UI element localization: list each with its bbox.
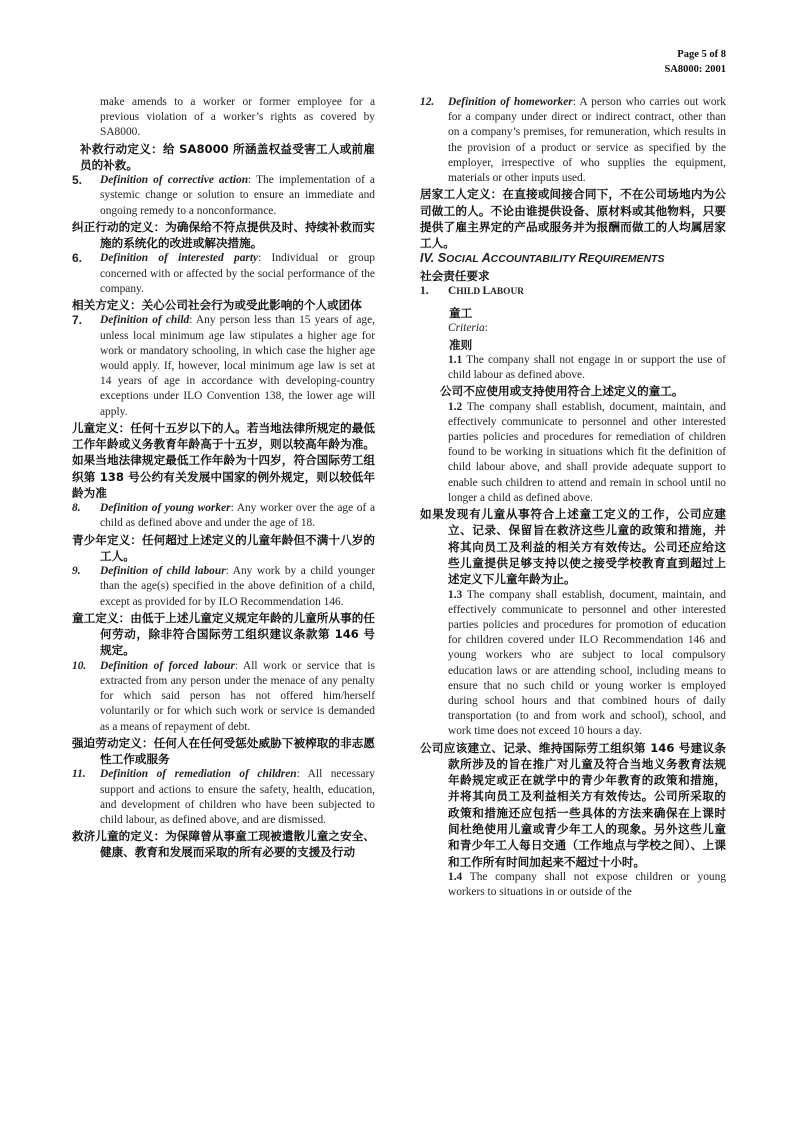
definition-9-text: : Any work by a child younger than the age(s) specified in the above definition of a child, except as provided for by ILO Recommendation 146.	[100, 565, 375, 608]
definition-10	[72, 659, 375, 735]
section-title-S: S	[437, 251, 447, 266]
criteria-label-zh: 准则	[449, 337, 473, 352]
clause-1-3-text: The company shall establish, document, maintain, and effectively communicate to personnel and other interested parties policies and procedures for promotion of education for children covered under ILO Recommendation 146 and young workers who are subject to local compulsory education laws or are attending school, including means to ensure that no such child or young worker is employed during school hours and that combined hours of daily transportation (to and from work and school), school, and work time does not exceed 10 hours a day.	[448, 588, 726, 738]
definition-9-term: Definition of child labour	[100, 565, 226, 578]
child-labour-heading	[420, 284, 726, 300]
definition-12-zh: 居家工人定义：在直接或间接合同下，不在公司场地内为公司做工的人。不论由谁提供设备、原材料或其他物料，只要提供了雇主界定的产品或服务并为报酬而做工的人均属居家工人。	[420, 187, 726, 251]
definition-7-text: : Any person less than 15 years of age, unless local minimum age law stipulates a higher age for work or mandatory schooling, in which case the higher age would apply. If, however, local minimum age law is set at 14 years of age in accordance with developing-country exceptions under ILO Convention 138, the lower age will apply.	[100, 314, 375, 418]
remediation-definition-zh: 补救行动定义：给 SA8000 所涵盖权益受害工人或前雇员的补救。	[80, 141, 375, 172]
definition-11-zh: 救济儿童的定义：为保障曾从事童工现被遣散儿童之安全、健康、教育和发展而采取的所有必要的支援及行动	[72, 829, 375, 860]
section-number: IV.	[420, 251, 435, 266]
section-heading-zh: 社会责任要求	[420, 268, 490, 283]
section-title-ocial: OCIAL	[446, 253, 482, 266]
definition-5-text: : The implementation of a systemic change or solution to ensure an immediate and ongoing remedy to a nonconformance.	[100, 174, 375, 217]
left-column	[72, 95, 375, 861]
definition-11-text: : All necessary support and actions to ensure the safety, health, education, and development of children who have been subjected to child labour, as defined above, and are dismissed.	[100, 768, 376, 826]
clause-1-3	[420, 588, 726, 740]
right-column	[420, 95, 726, 900]
clause-1-1-zh: 公司不应使用或支持使用符合上述定义的童工。	[440, 384, 684, 399]
page-header	[664, 47, 726, 77]
definition-12-term: Definition of homeworker	[448, 96, 573, 108]
definition-6-zh: 相关方定义：关心公司社会行为或受此影响的个人或团体	[72, 298, 362, 313]
remediation-text-continued: make amends to a worker or former employee for a previous violation of a worker’s rights as covered by SA8000.	[100, 96, 375, 139]
definition-11-number: 11.	[72, 768, 86, 781]
clause-1-1-text: The company shall not engage in or support the use of child labour as defined above.	[448, 353, 726, 382]
definition-9	[72, 564, 375, 610]
definition-9-zh: 童工定义：由低于上述儿童定义规定年龄的儿童所从事的任何劳动，除非符合国际劳工组织建议条款第 146 号规定。	[72, 610, 375, 658]
definition-10-text: : All work or service that is extracted from any person under the menace of any penalty for which said person has not offered him/herself voluntarily or for which such work or service is demanded as a means of repayment of debt.	[100, 659, 375, 733]
clause-1-3-zh: 公司应该建立、记录、维持国际劳工组织第 146 号建议条款所涉及的旨在推广对儿童及符合当地义务教育法规年龄规定或正在就学中的青少年教育的政策和措施，并将其向员工及利益相关方有效传达。公司所采取的政策和措施还应包括一些具体的方法来确保在上课时间杜绝使用儿童或青少年工人的现象。另外这些儿童和青少年工人每日交通（工作地点与学校之间）、上课和工作所有时间加起来不超过十小时。	[420, 740, 726, 869]
section-heading	[420, 251, 726, 267]
child-labour-L: L	[482, 284, 491, 297]
clause-1-1	[420, 353, 726, 383]
definition-5-number: 5.	[72, 173, 83, 188]
definition-5-zh: 纠正行动的定义：为确保给不符点提供及时、持续补救而实施的系统化的改进或解决措施。	[72, 219, 375, 251]
section-title-A: A	[481, 251, 491, 266]
criteria-label	[420, 321, 726, 336]
definition-11-term: Definition of remediation of children	[100, 768, 297, 781]
section-title-R: R	[578, 251, 588, 266]
definition-8-number: 8.	[72, 502, 81, 515]
clause-1-2-zh: 如果发现有儿童从事符合上述童工定义的工作，公司应建立、记录、保留旨在救济这些儿童的政策和措施，并将其向员工及利益的相关方有效传达。公司还应给这些儿童提供足够支持以使之接受学校教育直到超过上述定义下儿童年龄为止。	[420, 507, 726, 587]
definition-9-number: 9.	[72, 565, 81, 578]
definition-7-number: 7.	[72, 313, 83, 328]
definition-5-term: Definition of corrective action	[100, 174, 249, 187]
clause-1-2-number: 1.2	[448, 400, 463, 413]
criteria-text: Criteria	[448, 322, 485, 335]
definition-8-text: : Any worker over the age of a child as defined above and under the age of 18.	[100, 502, 376, 530]
definition-6-text: : Individual or group concerned with or affected by the social performance of the company.	[100, 252, 376, 295]
definition-6-number: 6.	[72, 251, 83, 266]
standard-label: SA8000: 2001	[664, 64, 726, 75]
definition-10-number: 10.	[72, 659, 87, 672]
section-title-equirements: EQUIREMENTS	[587, 253, 665, 266]
definition-12	[420, 95, 726, 186]
definition-6	[72, 251, 375, 297]
definition-5	[72, 173, 375, 219]
definition-12-text: : A person who carries out work for a company under direct or indirect contract, other than on a company’s premises, for remuneration, which results in the provision of a product or service as specified by the employer, irrespective of who supplies the equipment, materials or other inputs used.	[448, 96, 726, 185]
child-labour-abour: ABOUR	[490, 286, 525, 297]
child-labour-number: 1.	[420, 284, 429, 297]
clause-1-3-number: 1.3	[448, 588, 463, 601]
definition-7	[72, 313, 375, 419]
definition-7-term: Definition of child	[100, 314, 190, 327]
clause-1-1-number: 1.1	[448, 353, 463, 366]
child-labour-heading-zh: 童工	[449, 306, 473, 321]
clause-1-4-number: 1.4	[448, 870, 463, 883]
clause-1-4-text: The company shall not expose children or young workers to situations in or outside of the	[448, 870, 726, 899]
definition-10-zh: 强迫劳动定义：任何人在任何受惩处威胁下被榨取的非志愿性工作或服务	[72, 735, 375, 767]
child-labour-hild: HILD	[456, 286, 483, 297]
section-title-ccountability: CCOUNTABILITY	[490, 253, 579, 266]
clause-1-4	[420, 870, 726, 900]
definition-6-term: Definition of interested party	[100, 252, 259, 265]
definition-12-number: 12.	[420, 96, 435, 108]
clause-1-2	[420, 400, 726, 506]
definition-11	[72, 767, 375, 828]
page-number: Page 5 of 8	[677, 49, 726, 60]
child-labour-C: C	[448, 284, 457, 297]
definition-10-term: Definition of forced labour	[100, 659, 235, 672]
definition-8-term: Definition of young worker	[100, 502, 231, 515]
clause-1-2-text: The company shall establish, document, maintain, and effectively communicate to personnel and other interested parties policies and procedures for remediation of children found to be working in situations which fit the definition of child labour above, and shall provide adequate support to enable such children to attend and remain in school until no longer a child as defined above.	[448, 400, 726, 504]
definition-8-zh: 青少年定义：任何超过上述定义的儿童年龄但不满十八岁的工人。	[72, 532, 375, 563]
definition-8	[72, 501, 375, 531]
criteria-colon: :	[484, 322, 488, 335]
definition-7-zh: 儿童定义：任何十五岁以下的人。若当地法律所规定的最低工作年龄或义务教育年龄高于十五岁，则以较高年龄为准。如果当地法律规定最低工作年龄为十四岁，符合国际劳工组织第 138 号公约有关发展中国家的例外规定，则以较低年龄为准	[72, 420, 375, 500]
